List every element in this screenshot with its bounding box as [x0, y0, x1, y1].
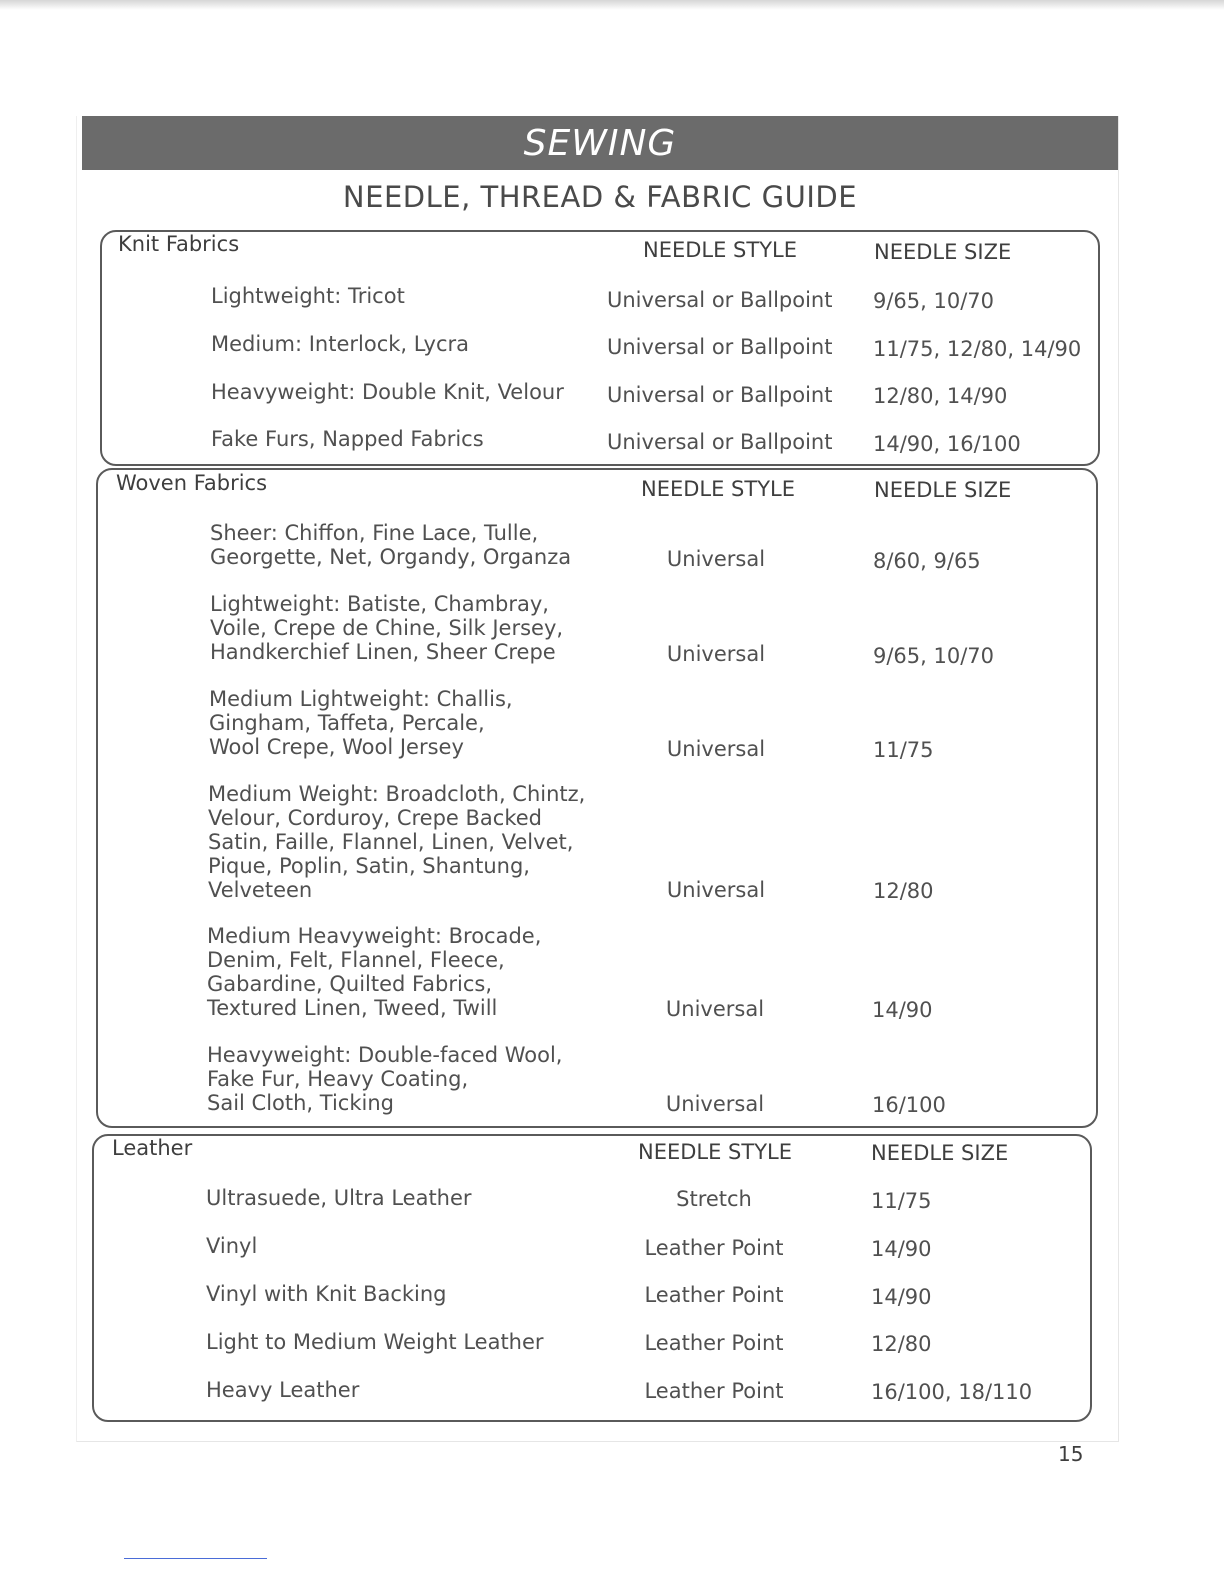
section-banner	[82, 116, 1118, 170]
knit-row-4-size: 14/90, 16/100	[873, 432, 1021, 456]
leather-needle-style-header: NEEDLE STYLE	[638, 1140, 793, 1164]
woven-row-3-style: Universal	[666, 737, 766, 761]
woven-row-6-size: 16/100	[872, 1093, 946, 1117]
woven-row-2-fabric: Lightweight: Batiste, Chambray, Voile, Crepe de Chine, Silk Jersey, Handkerchief Linen, Sheer Crepe	[210, 592, 564, 664]
knit-row-4-fabric: Fake Furs, Napped Fabrics	[211, 427, 484, 451]
knit-row-2-style: Universal or Ballpoint	[607, 335, 833, 359]
knit-row-1-size: 9/65, 10/70	[873, 289, 995, 313]
woven-needle-size-header: NEEDLE SIZE	[874, 478, 1012, 502]
woven-row-2-style: Universal	[666, 642, 766, 666]
leather-row-1-fabric: Ultrasuede, Ultra Leather	[206, 1186, 472, 1210]
knit-row-3-style: Universal or Ballpoint	[607, 383, 833, 407]
woven-row-6-style: Universal	[665, 1092, 765, 1116]
woven-row-4-fabric: Medium Weight: Broadcloth, Chintz, Velour, Corduroy, Crepe Backed Satin, Faille, Flannel, Linen, Velvet, Pique, Poplin, Satin, Shantung, Velveteen	[208, 782, 586, 902]
knit-row-2-size: 11/75, 12/80, 14/90	[873, 337, 1082, 361]
leather-row-4-style: Leather Point	[644, 1331, 784, 1355]
leather-row-5-style: Leather Point	[644, 1379, 784, 1403]
woven-row-4-style: Universal	[666, 878, 766, 902]
woven-row-3-size: 11/75	[873, 738, 934, 762]
woven-row-1-size: 8/60, 9/65	[873, 549, 981, 573]
knit-row-4-style: Universal or Ballpoint	[607, 430, 833, 454]
leather-row-1-size: 11/75	[871, 1189, 932, 1213]
woven-row-1-fabric: Sheer: Chiffon, Fine Lace, Tulle, Georgette, Net, Organdy, Organza	[210, 521, 572, 569]
woven-needle-style-header: NEEDLE STYLE	[641, 477, 796, 501]
knit-row-3-size: 12/80, 14/90	[873, 384, 1008, 408]
leather-row-2-fabric: Vinyl	[206, 1234, 258, 1258]
leather-row-1-style: Stretch	[676, 1187, 752, 1211]
leather-row-4-fabric: Light to Medium Weight Leather	[206, 1330, 544, 1354]
leather-row-3-fabric: Vinyl with Knit Backing	[206, 1282, 447, 1306]
bottom-rule	[124, 1558, 267, 1559]
woven-row-5-fabric: Medium Heavyweight: Brocade, Denim, Felt, Flannel, Fleece, Gabardine, Quilted Fabrics, Textured Linen, Tweed, Twill	[207, 924, 542, 1020]
page-top-edge	[0, 0, 1224, 10]
guide-title: NEEDLE, THREAD & FABRIC GUIDE	[342, 180, 858, 214]
leather-row-5-fabric: Heavy Leather	[206, 1378, 360, 1402]
woven-row-6-fabric: Heavyweight: Double-faced Wool, Fake Fur, Heavy Coating, Sail Cloth, Ticking	[207, 1043, 563, 1115]
woven-row-5-size: 14/90	[872, 998, 933, 1022]
woven-row-2-size: 9/65, 10/70	[873, 644, 995, 668]
knit-needle-style-header: NEEDLE STYLE	[643, 238, 798, 262]
knit-row-2-fabric: Medium: Interlock, Lycra	[211, 332, 469, 356]
leather-row-4-size: 12/80	[871, 1332, 932, 1356]
knit-section-title: Knit Fabrics	[118, 232, 240, 256]
leather-needle-size-header: NEEDLE SIZE	[871, 1141, 1009, 1165]
leather-row-3-size: 14/90	[871, 1285, 932, 1309]
leather-section-title: Leather	[112, 1136, 193, 1160]
page-number: 15	[1058, 1442, 1084, 1466]
woven-section-title: Woven Fabrics	[116, 471, 268, 495]
knit-row-1-fabric: Lightweight: Tricot	[211, 284, 405, 308]
banner-title: SEWING	[523, 122, 677, 164]
woven-row-5-style: Universal	[665, 997, 765, 1021]
woven-row-4-size: 12/80	[873, 879, 934, 903]
leather-row-3-style: Leather Point	[644, 1283, 784, 1307]
knit-needle-size-header: NEEDLE SIZE	[874, 240, 1012, 264]
leather-row-5-size: 16/100, 18/110	[871, 1380, 1033, 1404]
woven-row-1-style: Universal	[666, 547, 766, 571]
knit-row-3-fabric: Heavyweight: Double Knit, Velour	[211, 380, 564, 404]
woven-row-3-fabric: Medium Lightweight: Challis, Gingham, Taffeta, Percale, Wool Crepe, Wool Jersey	[209, 687, 513, 759]
leather-row-2-style: Leather Point	[644, 1236, 784, 1260]
leather-row-2-size: 14/90	[871, 1237, 932, 1261]
knit-row-1-style: Universal or Ballpoint	[607, 288, 833, 312]
